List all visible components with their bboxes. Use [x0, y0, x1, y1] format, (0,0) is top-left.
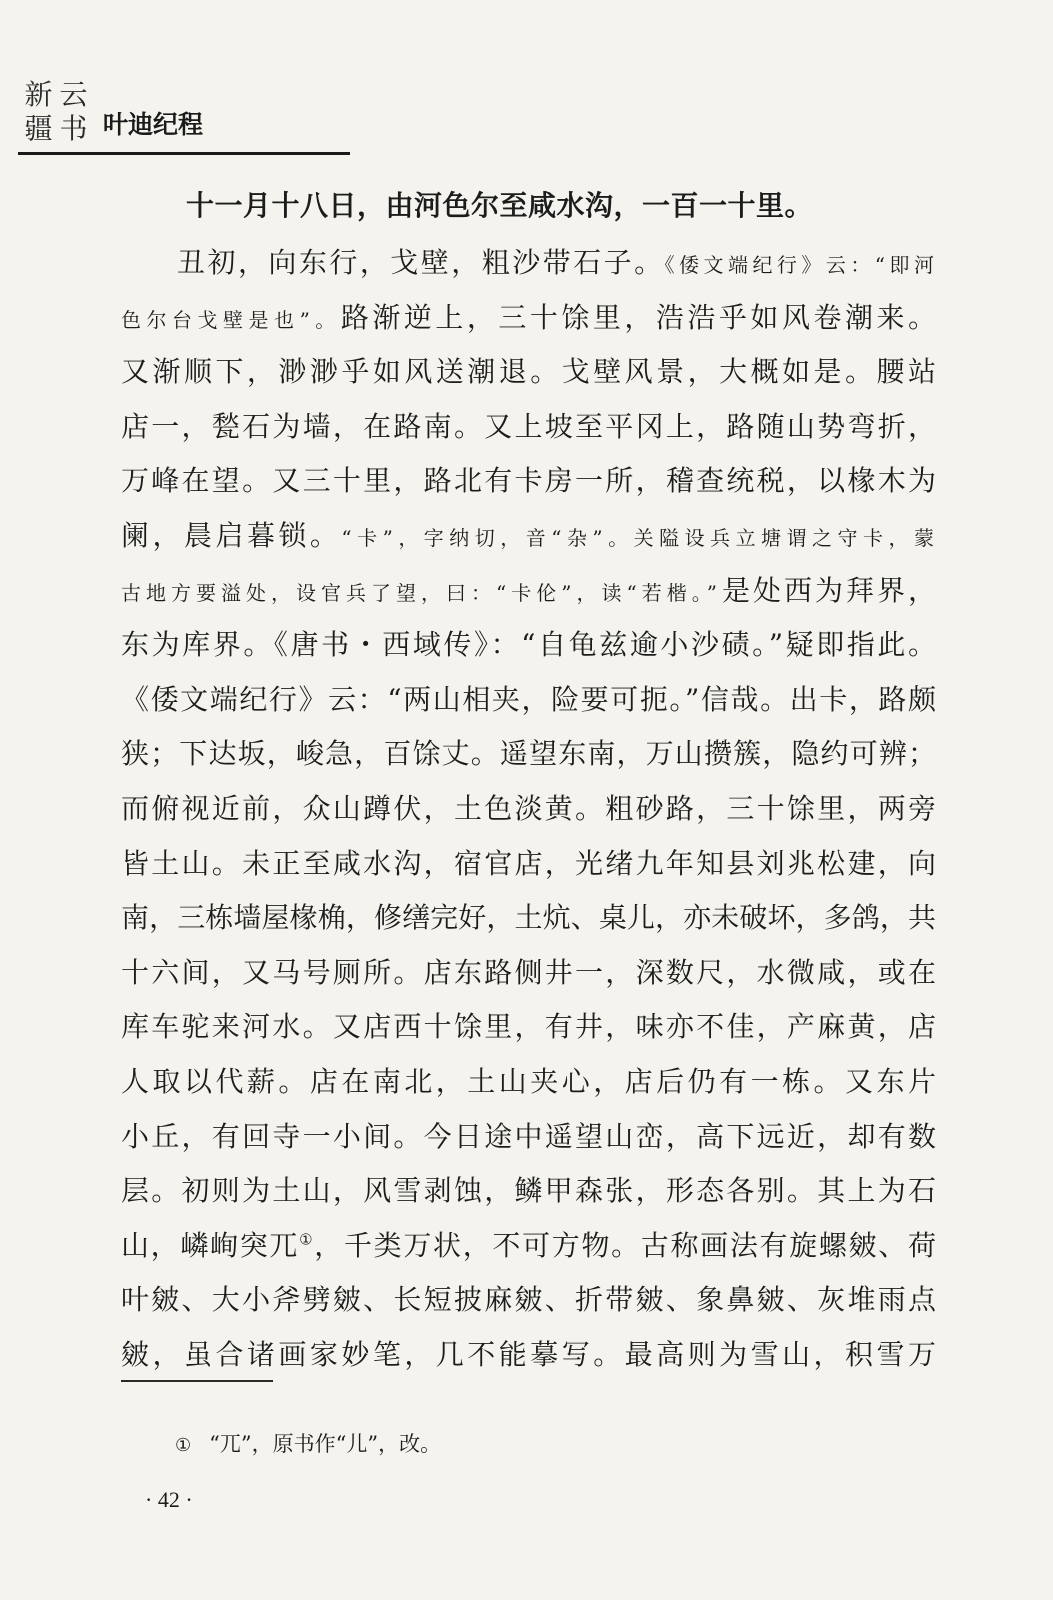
text-line: 《倭文端纪行》云：“两山相夹，险要可扼。”信哉。出卡，路颇 [121, 682, 936, 716]
footnote-text: “兀”，原书作“儿”，改。 [209, 1432, 442, 1456]
text-line [121, 564, 936, 619]
text-line: 库车驼来河水。又店西十馀里，有井，味亦不佳，产麻黄，店 [121, 1010, 936, 1044]
seal-char: 新 [24, 78, 51, 111]
text-line [121, 509, 936, 564]
text-line: 南，三栋墙屋椽桷，修缮完好，土炕、桌儿，亦未破坏，多鸽，共 [121, 901, 936, 935]
text-line [121, 236, 936, 291]
annotation-run: 古地方要溢处，设官兵了望，曰：“卡伦”，读“若楷。” [121, 580, 719, 605]
text-run: 是处西为拜界， [718, 573, 936, 607]
text-run: ，千类万状，不可方物。古称画法有旋螺皴、荷 [314, 1228, 936, 1262]
section-heading: 十一月十八日，由河色尔至咸水沟，一百一十里。 [186, 189, 814, 222]
annotation-run: 色尔台戈壁是也”。 [121, 307, 341, 332]
seal-char: 疆 [24, 112, 51, 145]
text-line: 又渐顺下，渺渺乎如风送潮退。戈壁风景，大概如是。腰站 [121, 355, 936, 389]
text-run: 阑，晨启暮锁。 [121, 518, 342, 552]
text-line: 狭；下达坂，峻急，百馀丈。遥望东南，万山攒簇，隐约可辨； [121, 737, 936, 771]
annotation-run: “卡”，字纳切，音“杂”。关隘设兵立塘谓之守卡，蒙 [341, 525, 936, 550]
text-line [121, 291, 936, 346]
text-line [121, 1219, 936, 1274]
footnote-reference[interactable]: ① [299, 1230, 315, 1249]
footnote-marker: ① [175, 1435, 192, 1456]
text-line: 十六间，又马号厕所。店东路侧井一，深数尺，水微咸，或在 [121, 955, 936, 989]
seal-char: 云 [59, 78, 86, 111]
text-run: 路渐逆上，三十馀里，浩浩乎如风卷潮来。 [340, 300, 936, 334]
page-number: · 42 · [145, 1487, 193, 1512]
text-line: 而俯视近前，众山蹲伏，土色淡黄。粗砂路，三十馀里，两旁 [121, 791, 936, 825]
annotation-run: 《倭文端纪行》云：“即河 [664, 253, 936, 277]
seal-logo [20, 78, 90, 146]
text-line: 皆土山。未正至咸水沟，宿官店，光绪九年知县刘兆松建，向 [121, 846, 936, 880]
body-text [121, 236, 936, 1382]
running-header-title: 叶迪纪程 [103, 110, 204, 139]
footnote [175, 1428, 441, 1458]
text-line: 叶皴、大小斧劈皴、长短披麻皴、折带皴、象鼻皴、灰堆雨点 [121, 1283, 936, 1317]
text-line: 小丘，有回寺一小间。今日途中遥望山峦，高下远近，却有数 [121, 1119, 936, 1153]
text-run: 丑初，向东行，戈壁，粗沙带石子。 [177, 246, 665, 279]
text-line: 人取以代薪。店在南北，土山夹心，店后仍有一栋。又东片 [121, 1064, 936, 1098]
text-line: 皴，虽合诸画家妙笔，几不能摹写。最高则为雪山，积雪万 [121, 1337, 936, 1371]
seal-char: 书 [59, 112, 86, 145]
text-line: 层。初则为土山，风雪剥蚀，鳞甲森张，形态各别。其上为石 [121, 1174, 936, 1208]
header-rule [18, 152, 350, 155]
text-line: 店一，甃石为墙，在路南。又上坡至平冈上，路随山势弯折， [121, 409, 936, 443]
text-line: 万峰在望。又三十里，路北有卡房一所，稽查统税，以椽木为 [121, 464, 936, 498]
text-run: 山，嶙峋突兀 [121, 1228, 300, 1262]
footnote-rule [121, 1380, 273, 1382]
text-line: 东为库界。《唐书・西域传》：“自龟兹逾小沙碛。”疑即指此。 [121, 628, 936, 662]
